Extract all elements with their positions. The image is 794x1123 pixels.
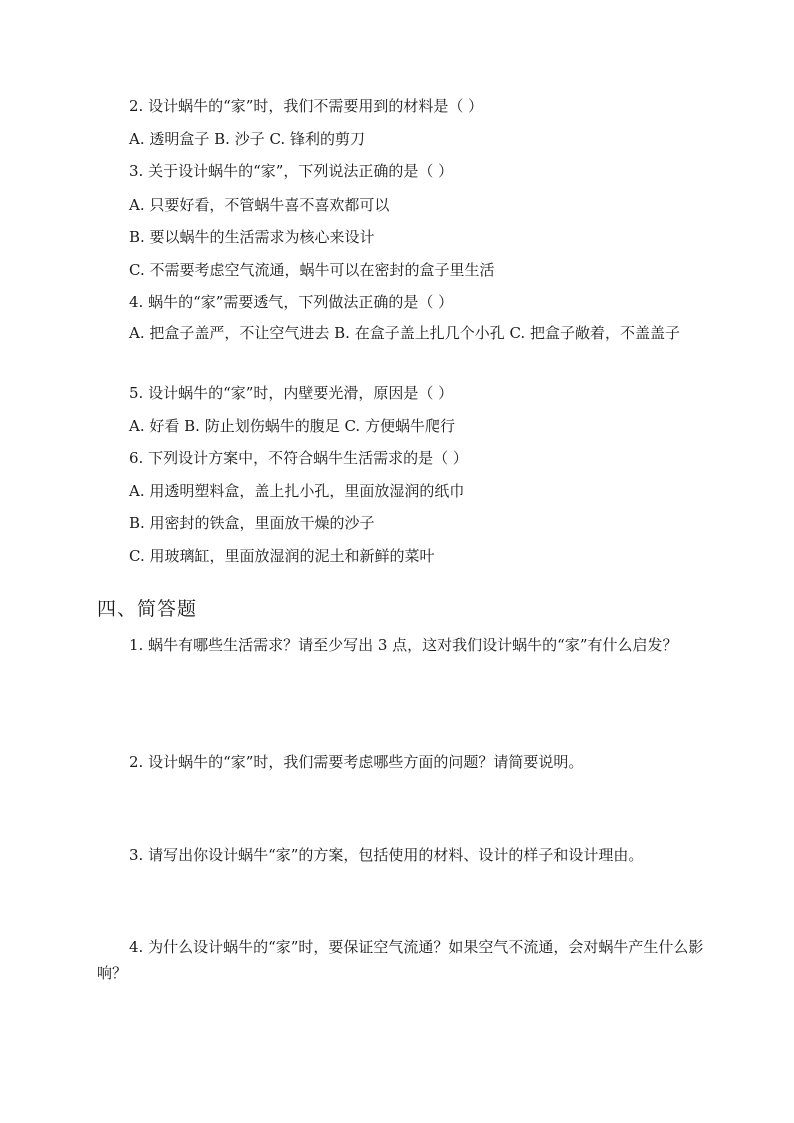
question-4-4: 4. 为什么设计蜗牛的“家”时，要保证空气流通？如果空气不流通，会对蜗牛产生什么影响？ — [97, 938, 704, 982]
question-3-2: 2. 设计蜗牛的“家”时，我们不需要用到的材料是（ ） — [129, 97, 484, 115]
question-4-2: 2. 设计蜗牛的“家”时，我们需要考虑哪些方面的问题？请简要说明。 — [129, 753, 584, 771]
question-3-2-options: A. 透明盒子 B. 沙子 C. 锋利的剪刀 — [129, 130, 365, 148]
question-3-6: 6. 下列设计方案中，不符合蜗牛生活需求的是（ ） — [129, 449, 468, 467]
question-3-4-options: A. 把盒子盖严，不让空气进去 B. 在盒子盖上扎几个小孔 C. 把盒子敞着，不盖盖子 — [129, 324, 680, 342]
question-3-4: 4. 蜗牛的“家”需要透气，下列做法正确的是（ ） — [129, 293, 454, 311]
section-4-heading: 四、简答题 — [97, 598, 198, 620]
question-3-5-options: A. 好看 B. 防止划伤蜗牛的腹足 C. 方便蜗牛爬行 — [129, 417, 455, 435]
question-4-1: 1. 蜗牛有哪些生活需求？请至少写出 3 点，这对我们设计蜗牛的“家”有什么启发？ — [129, 636, 678, 654]
question-3-5: 5. 设计蜗牛的“家”时，内壁要光滑，原因是（ ） — [129, 384, 454, 402]
question-3-6-option-b: B. 用密封的铁盒，里面放干燥的沙子 — [129, 514, 375, 532]
question-3-3-option-a: A. 只要好看，不管蜗牛喜不喜欢都可以 — [129, 196, 390, 214]
question-3-3-option-b: B. 要以蜗牛的生活需求为核心来设计 — [129, 228, 375, 246]
question-3-3-option-c: C. 不需要考虑空气流通，蜗牛可以在密封的盒子里生活 — [129, 261, 495, 279]
question-3-3: 3. 关于设计蜗牛的“家”，下列说法正确的是（ ） — [129, 162, 454, 180]
question-3-6-option-c: C. 用玻璃缸，里面放湿润的泥土和新鲜的菜叶 — [129, 547, 435, 565]
question-4-3: 3. 请写出你设计蜗牛“家”的方案，包括使用的材料、设计的样子和设计理由。 — [129, 846, 644, 864]
question-3-6-option-a: A. 用透明塑料盒，盖上扎小孔，里面放湿润的纸巾 — [129, 482, 465, 500]
